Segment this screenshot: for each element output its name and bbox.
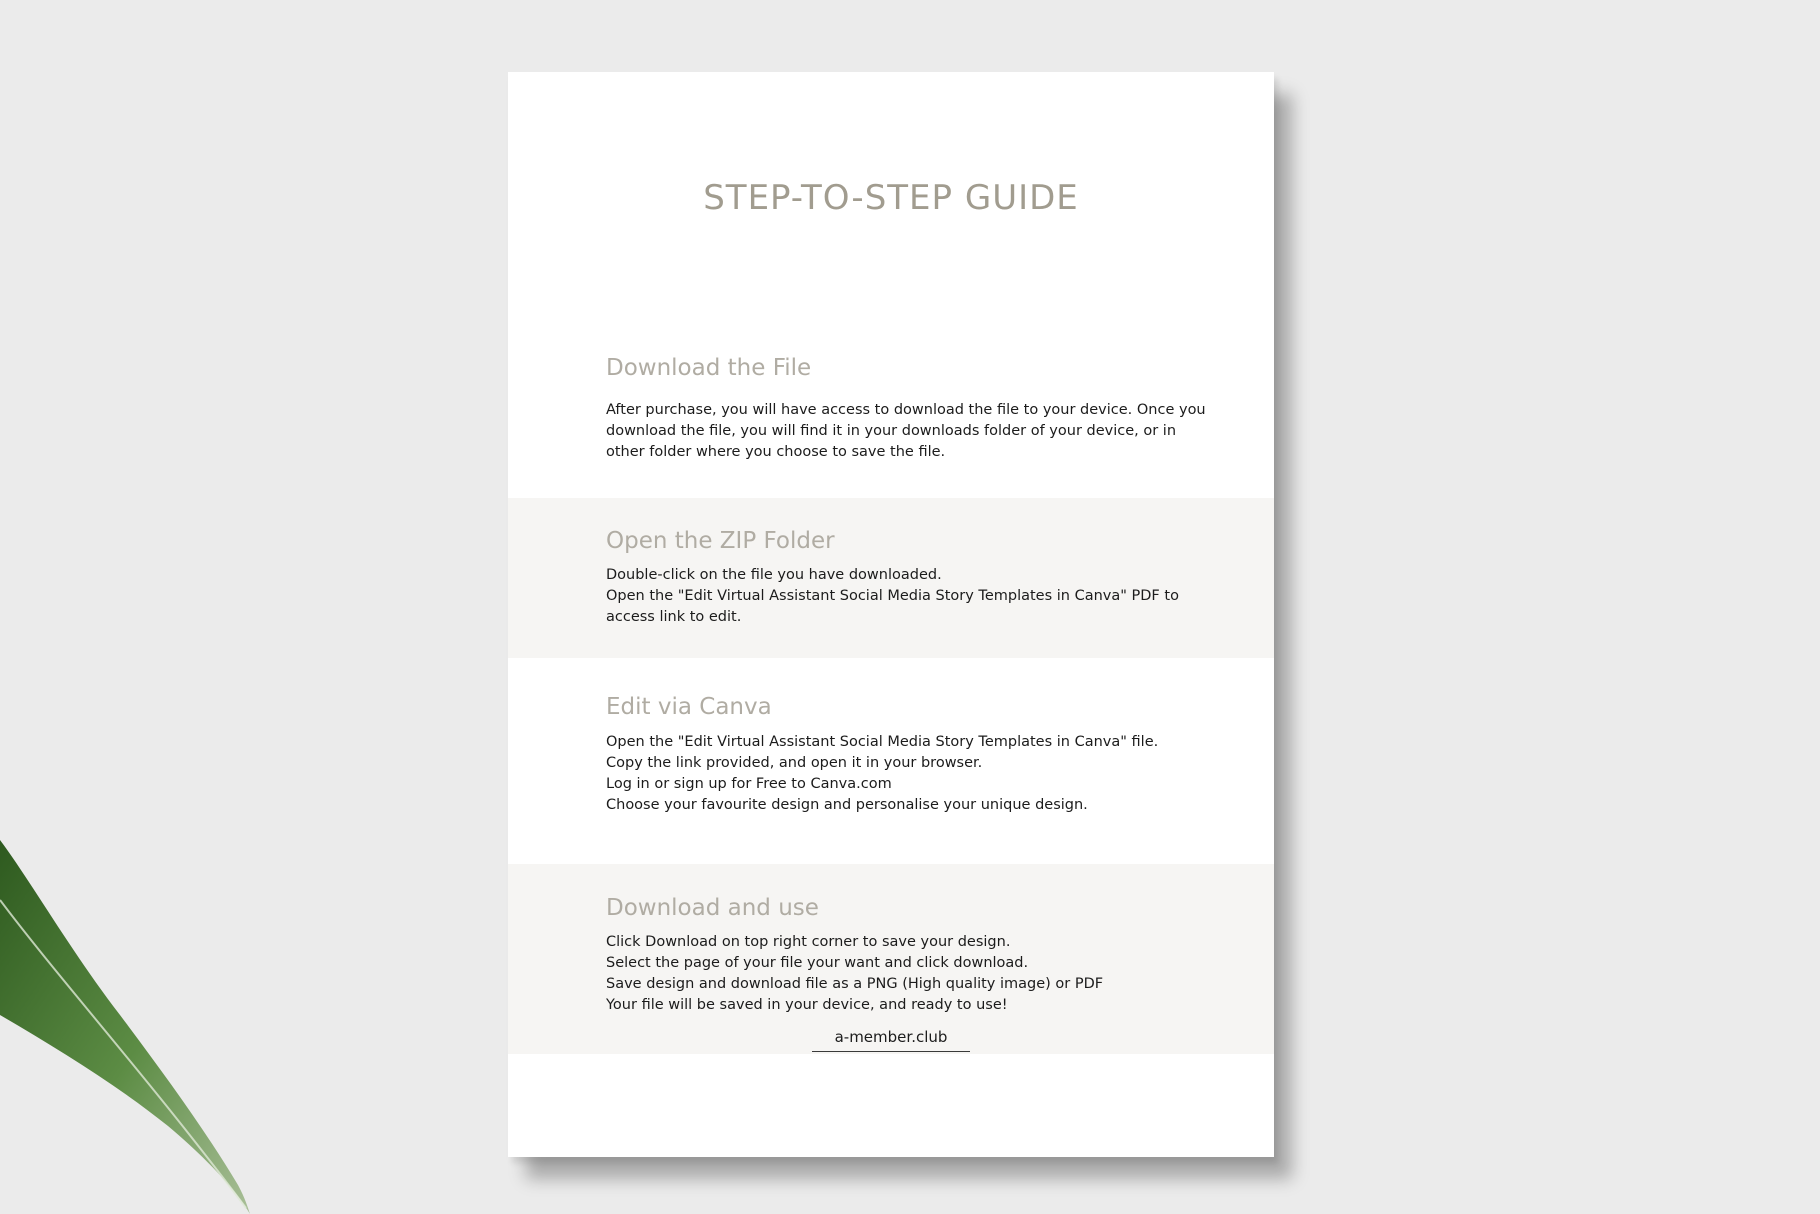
section-heading: Download and use xyxy=(606,895,819,921)
guide-page xyxy=(508,72,1274,1157)
section-heading: Open the ZIP Folder xyxy=(606,528,835,554)
body-line: Open the "Edit Virtual Assistant Social Media Story Templates in Canva" file. xyxy=(606,734,1159,750)
body-line: Click Download on top right corner to save your design. xyxy=(606,934,1011,950)
section-body xyxy=(606,932,1214,1016)
section-heading: Download the File xyxy=(606,355,812,381)
section-body xyxy=(606,732,1214,816)
body-line: Your file will be saved in your device, and ready to use! xyxy=(606,997,1008,1013)
body-line: Open the "Edit Virtual Assistant Social Media Story Templates in Canva" PDF to xyxy=(606,588,1179,604)
section-body xyxy=(606,400,1214,463)
footer-website-link[interactable]: a-member.club xyxy=(812,1028,970,1052)
section-heading: Edit via Canva xyxy=(606,694,772,720)
section-download-file xyxy=(508,272,1274,498)
body-line: Save design and download file as a PNG (High quality image) or PDF xyxy=(606,976,1104,992)
section-open-zip xyxy=(508,498,1274,658)
body-line: Copy the link provided, and open it in your browser. xyxy=(606,755,983,771)
body-line: access link to edit. xyxy=(606,609,742,625)
page-title: STEP-TO-STEP GUIDE xyxy=(703,178,1079,218)
section-edit-canva xyxy=(508,658,1274,864)
body-line: After purchase, you will have access to download the file to your device. Once you xyxy=(606,402,1206,418)
body-line: download the file, you will find it in your downloads folder of your device, or in xyxy=(606,423,1177,439)
body-line: Double-click on the file you have downloaded. xyxy=(606,567,942,583)
body-line: other folder where you choose to save the file. xyxy=(606,444,946,460)
body-line: Log in or sign up for Free to Canva.com xyxy=(606,776,892,792)
plant-leaf-decoration xyxy=(0,840,260,1214)
body-line: Select the page of your file your want and click download. xyxy=(606,955,1029,971)
section-download-use xyxy=(508,864,1274,1054)
section-body xyxy=(606,565,1214,628)
body-line: Choose your favourite design and personalise your unique design. xyxy=(606,797,1088,813)
